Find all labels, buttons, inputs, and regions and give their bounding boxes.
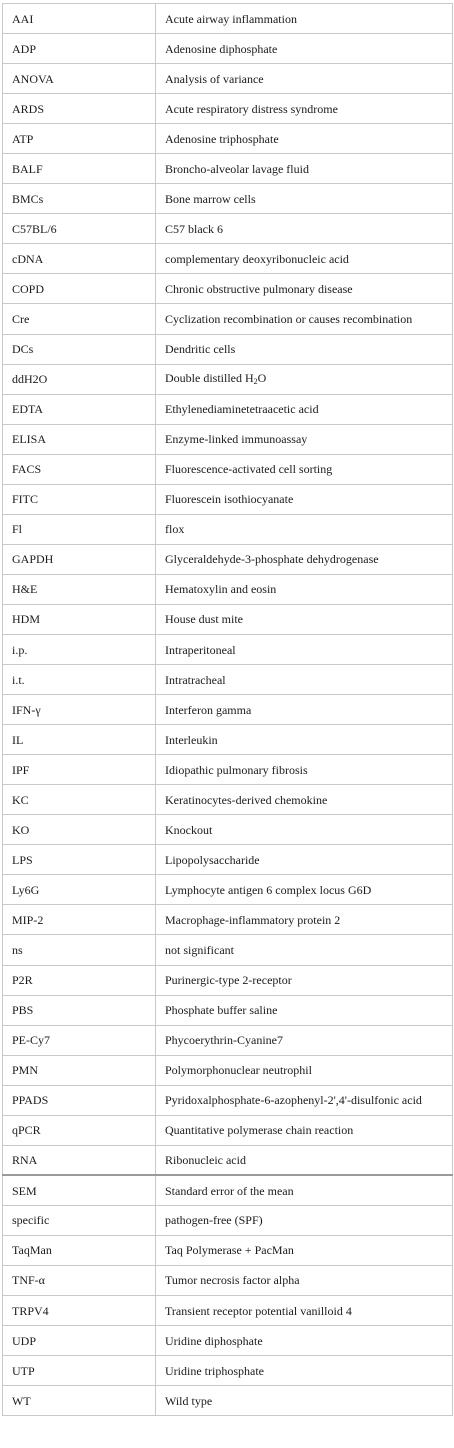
definition-cell: Acute airway inflammation	[156, 4, 453, 34]
definition-cell: Adenosine triphosphate	[156, 124, 453, 154]
table-row	[3, 725, 453, 755]
definition-cell: flox	[156, 514, 453, 544]
definition-text: Double distilled H	[165, 371, 254, 386]
abbreviation-cell: RNA	[3, 1145, 156, 1175]
abbreviation-cell: ADP	[3, 34, 156, 64]
definition-cell: Intraperitoneal	[156, 634, 453, 664]
abbreviation-cell: PE-Cy7	[3, 1025, 156, 1055]
definition-cell: complementary deoxyribonucleic acid	[156, 244, 453, 274]
abbreviation-cell: BALF	[3, 154, 156, 184]
definition-cell	[156, 364, 453, 394]
definition-cell: Enzyme-linked immunoassay	[156, 424, 453, 454]
table-row	[3, 1265, 453, 1295]
definition-cell: Intratracheal	[156, 665, 453, 695]
definition-cell: Transient receptor potential vanilloid 4	[156, 1296, 453, 1326]
table-row	[3, 695, 453, 725]
definition-cell: Cyclization recombination or causes recombination	[156, 304, 453, 334]
table-row	[3, 755, 453, 785]
abbreviation-cell: IFN-γ	[3, 695, 156, 725]
abbreviation-cell: ns	[3, 935, 156, 965]
definition-cell: Ribonucleic acid	[156, 1145, 453, 1175]
table-row	[3, 4, 453, 34]
table-row	[3, 1386, 453, 1416]
definition-cell: Wild type	[156, 1386, 453, 1416]
table-row	[3, 304, 453, 334]
table-row	[3, 454, 453, 484]
definition-cell: Ethylenediaminetetraacetic acid	[156, 394, 453, 424]
definition-cell: Fluorescein isothiocyanate	[156, 484, 453, 514]
abbreviation-cell: GAPDH	[3, 544, 156, 574]
definition-cell: Standard error of the mean	[156, 1175, 453, 1205]
definition-cell: Lymphocyte antigen 6 complex locus G6D	[156, 875, 453, 905]
definition-cell: Lipopolysaccharide	[156, 845, 453, 875]
abbreviation-cell: i.t.	[3, 665, 156, 695]
abbreviation-cell: IL	[3, 725, 156, 755]
table-row	[3, 815, 453, 845]
abbreviation-cell: specific	[3, 1205, 156, 1235]
abbreviation-cell: KC	[3, 785, 156, 815]
table-row	[3, 34, 453, 64]
subscript-text: 2	[253, 377, 258, 387]
table-row	[3, 94, 453, 124]
table-row	[3, 244, 453, 274]
definition-cell: Hematoxylin and eosin	[156, 574, 453, 604]
abbreviation-cell: IPF	[3, 755, 156, 785]
table-row	[3, 394, 453, 424]
abbreviation-cell: BMCs	[3, 184, 156, 214]
definition-cell: Fluorescence-activated cell sorting	[156, 454, 453, 484]
table-row	[3, 1145, 453, 1175]
abbreviation-cell: cDNA	[3, 244, 156, 274]
abbreviation-cell: PBS	[3, 995, 156, 1025]
abbreviations-table-body	[3, 4, 453, 1416]
definition-cell: Bone marrow cells	[156, 184, 453, 214]
abbreviation-cell: C57BL/6	[3, 214, 156, 244]
table-row	[3, 1205, 453, 1235]
abbreviation-cell: P2R	[3, 965, 156, 995]
abbreviation-cell: TRPV4	[3, 1296, 156, 1326]
definition-cell: Pyridoxalphosphate-6-azophenyl-2',4'-disulfonic acid	[156, 1085, 453, 1115]
table-row	[3, 634, 453, 664]
abbreviation-cell: FITC	[3, 484, 156, 514]
table-row	[3, 785, 453, 815]
table-row	[3, 1085, 453, 1115]
table-row	[3, 334, 453, 364]
abbreviation-cell: Ly6G	[3, 875, 156, 905]
abbreviation-cell: ANOVA	[3, 64, 156, 94]
definition-cell: Glyceraldehyde-3-phosphate dehydrogenase	[156, 544, 453, 574]
table-row	[3, 184, 453, 214]
table-row	[3, 484, 453, 514]
definition-cell: Uridine diphosphate	[156, 1326, 453, 1356]
table-row	[3, 965, 453, 995]
table-row	[3, 574, 453, 604]
abbreviation-cell: MIP-2	[3, 905, 156, 935]
table-row	[3, 514, 453, 544]
table-row	[3, 905, 453, 935]
table-row	[3, 274, 453, 304]
definition-cell: Interferon gamma	[156, 695, 453, 725]
definition-cell: Phosphate buffer saline	[156, 995, 453, 1025]
table-row	[3, 1356, 453, 1386]
abbreviation-cell: SEM	[3, 1175, 156, 1205]
definition-cell: Adenosine diphosphate	[156, 34, 453, 64]
abbreviation-cell: TaqMan	[3, 1235, 156, 1265]
table-row	[3, 154, 453, 184]
table-row	[3, 364, 453, 394]
table-row	[3, 1296, 453, 1326]
definition-cell: Idiopathic pulmonary fibrosis	[156, 755, 453, 785]
definition-cell: Quantitative polymerase chain reaction	[156, 1115, 453, 1145]
definition-cell: Broncho-alveolar lavage fluid	[156, 154, 453, 184]
abbreviation-cell: H&E	[3, 574, 156, 604]
table-row	[3, 995, 453, 1025]
table-row	[3, 214, 453, 244]
definition-cell: not significant	[156, 935, 453, 965]
abbreviation-cell: DCs	[3, 334, 156, 364]
definition-cell: pathogen-free (SPF)	[156, 1205, 453, 1235]
definition-cell: Taq Polymerase + PacMan	[156, 1235, 453, 1265]
abbreviation-cell: HDM	[3, 604, 156, 634]
table-row	[3, 124, 453, 154]
definition-cell: Dendritic cells	[156, 334, 453, 364]
definition-cell: Keratinocytes-derived chemokine	[156, 785, 453, 815]
definition-text: O	[257, 371, 267, 386]
abbreviation-cell: ATP	[3, 124, 156, 154]
abbreviation-cell: PPADS	[3, 1085, 156, 1115]
definition-cell: Uridine triphosphate	[156, 1356, 453, 1386]
table-row	[3, 875, 453, 905]
table-row	[3, 665, 453, 695]
abbreviation-cell: TNF-α	[3, 1265, 156, 1295]
abbreviation-cell: WT	[3, 1386, 156, 1416]
table-row	[3, 1115, 453, 1145]
table-row	[3, 1175, 453, 1205]
table-row	[3, 1326, 453, 1356]
definition-cell: Interleukin	[156, 725, 453, 755]
definition-cell: Purinergic-type 2-receptor	[156, 965, 453, 995]
definition-cell: Phycoerythrin-Cyanine7	[156, 1025, 453, 1055]
abbreviation-cell: COPD	[3, 274, 156, 304]
table-row	[3, 1055, 453, 1085]
definition-cell: Macrophage-inflammatory protein 2	[156, 905, 453, 935]
abbreviation-cell: ELISA	[3, 424, 156, 454]
abbreviation-cell: LPS	[3, 845, 156, 875]
abbreviation-cell: Fl	[3, 514, 156, 544]
definition-cell: Acute respiratory distress syndrome	[156, 94, 453, 124]
abbreviation-cell: AAI	[3, 4, 156, 34]
definition-cell: Knockout	[156, 815, 453, 845]
abbreviation-cell: Cre	[3, 304, 156, 334]
abbreviations-table	[2, 3, 453, 1416]
table-row	[3, 1025, 453, 1055]
definition-cell: Analysis of variance	[156, 64, 453, 94]
definition-cell: Chronic obstructive pulmonary disease	[156, 274, 453, 304]
table-row	[3, 64, 453, 94]
table-row	[3, 424, 453, 454]
abbreviation-cell: FACS	[3, 454, 156, 484]
definition-cell: Tumor necrosis factor alpha	[156, 1265, 453, 1295]
abbreviation-cell: UTP	[3, 1356, 156, 1386]
table-row	[3, 1235, 453, 1265]
definition-cell: Polymorphonuclear neutrophil	[156, 1055, 453, 1085]
abbreviation-cell: ddH2O	[3, 364, 156, 394]
abbreviation-cell: qPCR	[3, 1115, 156, 1145]
table-row	[3, 604, 453, 634]
abbreviation-cell: i.p.	[3, 634, 156, 664]
definition-cell: House dust mite	[156, 604, 453, 634]
abbreviation-cell: ARDS	[3, 94, 156, 124]
table-row	[3, 544, 453, 574]
definition-cell: C57 black 6	[156, 214, 453, 244]
abbreviation-cell: UDP	[3, 1326, 156, 1356]
table-row	[3, 845, 453, 875]
abbreviation-cell: KO	[3, 815, 156, 845]
table-row	[3, 935, 453, 965]
abbreviation-cell: PMN	[3, 1055, 156, 1085]
abbreviation-cell: EDTA	[3, 394, 156, 424]
